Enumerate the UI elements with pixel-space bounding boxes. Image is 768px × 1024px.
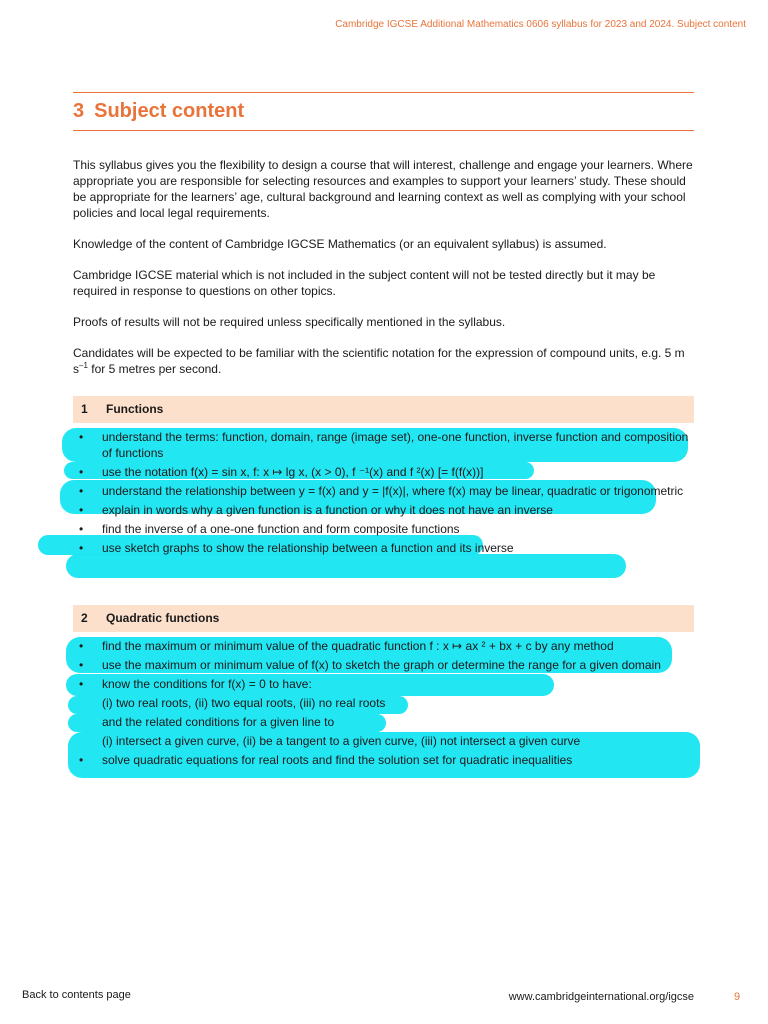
units-tail: for 5 metres per second. bbox=[87, 362, 222, 376]
intro-paragraph: Knowledge of the content of Cambridge IGCSE Mathematics (or an equivalent syllabus) is assumed. bbox=[73, 237, 607, 251]
units-text: Candidates will be expected to be familiar with the scientific notation for the expression of compound units, e.g. 5 m s bbox=[73, 346, 685, 376]
list-subline: (i) two real roots, (ii) two equal roots, (iii) no real roots bbox=[102, 696, 386, 710]
section-title bbox=[73, 100, 244, 123]
quadratic-list bbox=[73, 638, 695, 771]
list-subline: (i) intersect a given curve, (ii) be a tangent to a given curve, (iii) not intersect a given curve bbox=[102, 734, 581, 748]
list-item: • understand the relationship between y = f(x) and y = |f(x)|, where f(x) may be linear, quadratic or trigonometric bbox=[73, 483, 695, 499]
list-item: • explain in words why a given function is a function or why it does not have an inverse bbox=[73, 502, 695, 518]
section-title-text: Subject content bbox=[94, 100, 245, 122]
list-item: • use sketch graphs to show the relationship between a function and its inverse bbox=[73, 540, 695, 556]
running-head: Cambridge IGCSE Additional Mathematics 0606 syllabus for 2023 and 2024. Subject content bbox=[335, 19, 746, 30]
back-to-contents-link[interactable]: Back to contents page bbox=[22, 989, 131, 1001]
intro-paragraph: Cambridge IGCSE material which is not included in the subject content will not be tested directly but it may be required in response to questions on other topics. bbox=[73, 268, 656, 298]
list-subline: and the related conditions for a given line to bbox=[102, 715, 335, 729]
list-item: • know the conditions for f(x) = 0 to have: bbox=[73, 676, 695, 692]
list-item: • find the maximum or minimum value of the quadratic function f : x ↦ ax ² + bx + c by any method bbox=[73, 638, 695, 654]
functions-list bbox=[73, 429, 695, 559]
section-number: 3 bbox=[73, 100, 85, 122]
top-rule bbox=[73, 92, 694, 93]
intro-paragraph: This syllabus gives you the flexibility to design a course that will interest, challenge and engage your learners. Where appropriate you are responsible for selecting resources and examples to support your learners’ study. These should be appropriate for the learners’ age, cultural background and learning context as well as complying with your school policies and local legal requirements. bbox=[73, 158, 693, 220]
bottom-rule bbox=[73, 130, 694, 131]
topic-bar-quadratic-functions bbox=[73, 605, 694, 632]
intro-paragraph: Proofs of results will not be required unless specifically mentioned in the syllabus. bbox=[73, 315, 506, 329]
list-item: • use the maximum or minimum value of f(x) to sketch the graph or determine the range for a given domain bbox=[73, 657, 695, 673]
page-number: 9 bbox=[734, 991, 741, 1003]
list-item: • understand the terms: function, domain, range (image set), one-one function, inverse function and composition of functions bbox=[73, 429, 695, 461]
topic-title: Quadratic functions bbox=[106, 611, 220, 625]
topic-bar-functions bbox=[73, 396, 694, 423]
footer-url-link[interactable]: www.cambridgeinternational.org/igcse bbox=[508, 991, 694, 1003]
intro-paragraph-units bbox=[73, 345, 695, 377]
list-item: • use the notation f(x) = sin x, f: x ↦ lg x, (x > 0), f ⁻¹(x) and f ²(x) [= f(f(x))] bbox=[73, 464, 695, 480]
list-item: • solve quadratic equations for real roots and find the solution set for quadratic inequalities bbox=[73, 752, 695, 768]
topic-number: 2 bbox=[81, 611, 88, 625]
topic-number: 1 bbox=[81, 402, 88, 416]
topic-title: Functions bbox=[106, 402, 164, 416]
list-item: • find the inverse of a one-one function and form composite functions bbox=[73, 521, 695, 537]
intro-text bbox=[73, 157, 695, 392]
units-sup: –1 bbox=[79, 361, 88, 370]
